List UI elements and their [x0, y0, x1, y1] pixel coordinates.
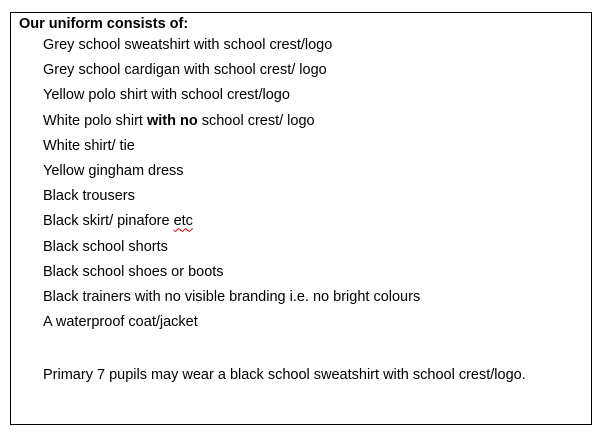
list-item-white-polo: [43, 112, 420, 137]
list-item-skirt: [43, 212, 420, 237]
list-item-dress: Yellow gingham dress: [43, 162, 184, 179]
list-item-trousers: Black trousers: [43, 188, 135, 205]
primary-7-note: Primary 7 pupils may wear a black school sweatshirt with school crest/logo.: [43, 367, 526, 383]
list-item-trainers: Black trainers with no visible branding i.e. no bright colours: [43, 288, 421, 305]
list-item-yellow-polo: Yellow polo shirt with school crest/logo: [43, 87, 290, 104]
list-item-cardigan: Grey school cardigan with school crest/ logo: [43, 62, 327, 79]
list-item-coat: A waterproof coat/jacket: [43, 314, 198, 331]
uniform-heading: Our uniform consists of:: [19, 16, 189, 32]
list-item-shorts: Black school shorts: [43, 238, 168, 255]
uniform-list: [43, 36, 420, 338]
list-item-white-shirt: White shirt/ tie: [43, 137, 135, 154]
white-polo-emphasis: with no: [146, 112, 198, 129]
spellcheck-flagged-word: etc: [173, 213, 193, 230]
list-item-shoes: Black school shoes or boots: [43, 263, 224, 280]
skirt-text: Black skirt/ pinafore: [43, 213, 174, 230]
list-item-sweatshirt: Grey school sweatshirt with school crest/logo: [43, 37, 333, 53]
white-polo-text-end: school crest/ logo: [197, 112, 315, 129]
white-polo-text: White polo shirt: [43, 112, 147, 129]
